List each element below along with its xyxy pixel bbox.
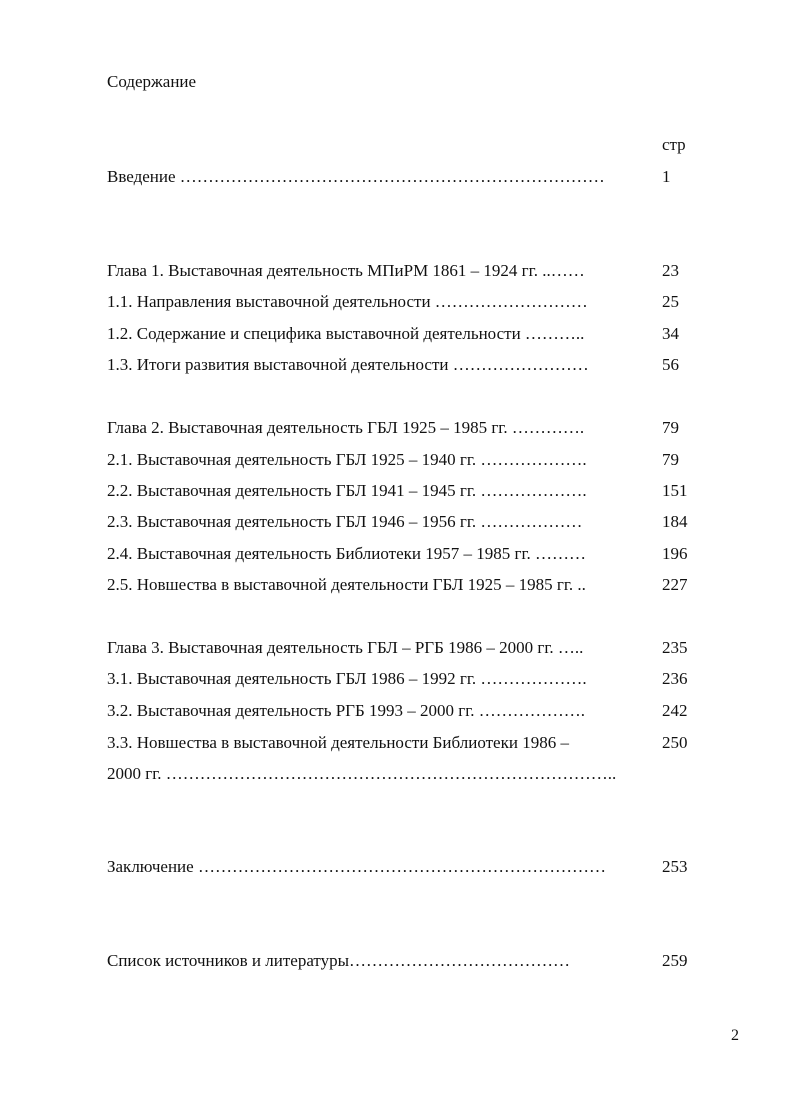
page-column-header: стр: [662, 135, 686, 154]
toc-entry-section-2-1: 2.1. Выставочная деятельность ГБЛ 1925 – 1940 гг. ……………….: [107, 450, 587, 469]
toc-entry-section-2-4: 2.4. Выставочная деятельность Библиотеки 1957 – 1985 гг. ………: [107, 544, 586, 563]
toc-entry-chapter-1: Глава 1. Выставочная деятельность МПиРМ 1861 – 1924 гг. ..……: [107, 261, 585, 280]
toc-entry-bibliography: Список источников и литературы…………………………………: [107, 951, 571, 970]
toc-entry-chapter-2: Глава 2. Выставочная деятельность ГБЛ 1925 – 1985 гг. ………….: [107, 418, 585, 437]
toc-page-chapter-1: 23: [662, 261, 679, 280]
toc-page-section-1-1: 25: [662, 292, 679, 311]
toc-page-section-1-3: 56: [662, 355, 679, 374]
toc-page-introduction: 1: [662, 167, 671, 186]
toc-entry-section-2-3: 2.3. Выставочная деятельность ГБЛ 1946 – 1956 гг. ………………: [107, 512, 583, 531]
toc-entry-section-1-3: 1.3. Итоги развития выставочной деятельности ……………………: [107, 355, 589, 374]
toc-entry-section-2-5: 2.5. Новшества в выставочной деятельности ГБЛ 1925 – 1985 гг. ..: [107, 575, 586, 594]
toc-page-section-3-1: 236: [662, 669, 688, 688]
toc-page-section-2-4: 196: [662, 544, 688, 563]
toc-entry-section-2-2: 2.2. Выставочная деятельность ГБЛ 1941 – 1945 гг. ……………….: [107, 481, 587, 500]
toc-entry-section-3-1: 3.1. Выставочная деятельность ГБЛ 1986 – 1992 гг. ……………….: [107, 669, 587, 688]
toc-entry-section-1-1: 1.1. Направления выставочной деятельности ………………………: [107, 292, 588, 311]
toc-page-chapter-2: 79: [662, 418, 679, 437]
toc-page-section-1-2: 34: [662, 324, 679, 343]
toc-entry-chapter-3: Глава 3. Выставочная деятельность ГБЛ – РГБ 1986 – 2000 гг. …..: [107, 638, 584, 657]
toc-entry-section-3-3-continued: 2000 гг. ……………………………………………………………………..: [107, 764, 617, 783]
toc-entry-introduction: Введение …………………………………………………………………: [107, 167, 605, 186]
toc-page-section-3-3: 250: [662, 733, 688, 752]
toc-page-conclusion: 253: [662, 857, 688, 876]
toc-entry-section-3-2: 3.2. Выставочная деятельность РГБ 1993 – 2000 гг. ……………….: [107, 701, 586, 720]
toc-page-bibliography: 259: [662, 951, 688, 970]
toc-page-chapter-3: 235: [662, 638, 688, 657]
toc-page-section-3-2: 242: [662, 701, 688, 720]
document-title: Содержание: [107, 72, 197, 91]
toc-page-section-2-2: 151: [662, 481, 688, 500]
toc-page-section-2-1: 79: [662, 450, 679, 469]
toc-page-section-2-3: 184: [662, 512, 688, 531]
toc-entry-conclusion: Заключение ………………………………………………………………: [107, 857, 606, 876]
toc-entry-section-1-2: 1.2. Содержание и специфика выставочной деятельности ………..: [107, 324, 585, 343]
toc-page-section-2-5: 227: [662, 575, 688, 594]
page-number: 2: [731, 1027, 739, 1044]
toc-entry-section-3-3: 3.3. Новшества в выставочной деятельности Библиотеки 1986 –: [107, 733, 569, 752]
